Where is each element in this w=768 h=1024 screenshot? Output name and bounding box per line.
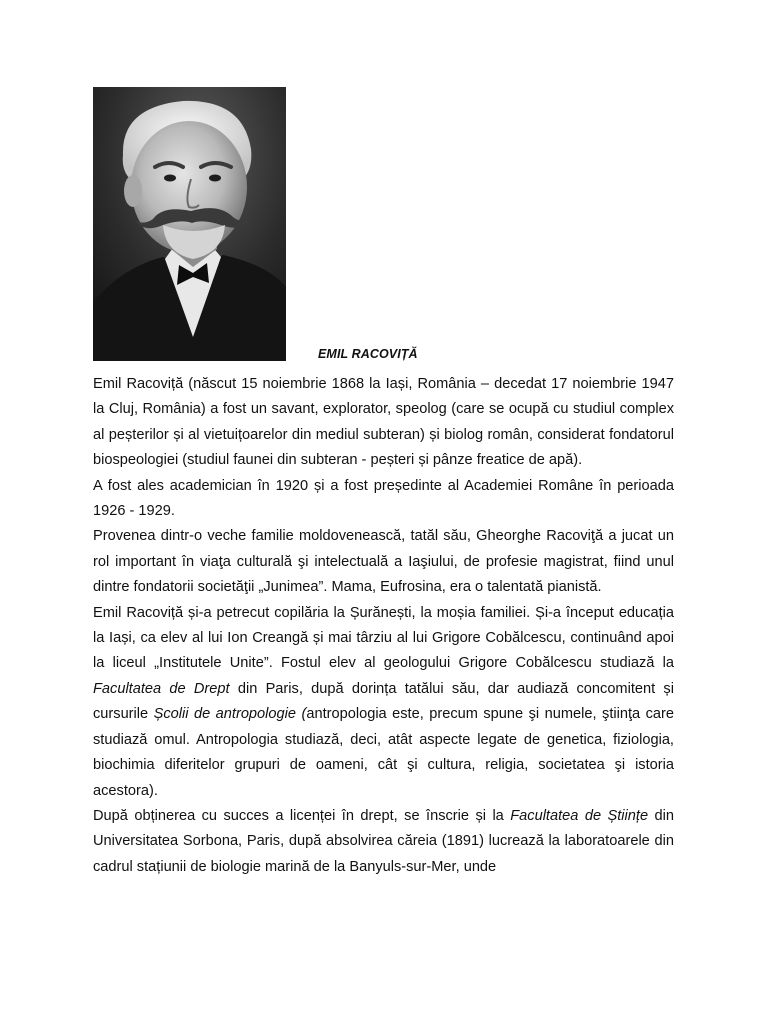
paragraph-4 xyxy=(93,601,674,804)
paragraph-5-text-a: După obținerea cu succes a licenței în drept, se înscrie și la xyxy=(93,807,511,824)
paragraph-5-text-b: din Universitatea Sorbona, Paris, după absolvirea căreia (1891) lucrează la laboratoarele din cadrul stațiunii de biologie marină de la Banyuls-sur-Mer, unde xyxy=(93,807,674,875)
paragraph-4-text-a: Emil Racoviță și-a petrecut copilăria la Șurănești, la moșia familiei. Și-a început educația la Iași, ca elev al lui Ion Creangă și mai târziu al lui Grigore Cobălcescu, continuând apoi la liceul „Institutele Unite”. Fostul elev al geologului Grigore Cobălcescu studiază la xyxy=(93,604,674,672)
paragraph-4-text-c: antropologia este, precum spune şi numele, ştiinţa care studiază omul. Antropologia studiază, deci, atât aspecte legate de genetica, fiziologia, biochimia diferitelor grupuri de oameni, cât şi cultura, religia, societatea şi istoria acestora). xyxy=(93,706,675,799)
paragraph-5 xyxy=(93,804,674,880)
paragraph-2: A fost ales academician în 1920 și a fost președinte al Academiei Române în perioada 1926 - 1929. xyxy=(93,477,674,520)
page-title: EMIL RACOVIȚĂ xyxy=(318,347,418,361)
faculty-of-sciences-term: Facultatea de Științe xyxy=(510,807,649,824)
portrait-photo xyxy=(93,87,286,361)
paragraph-4-text-b: din Paris, după dorința tatălui său, dar audiază concomitent și cursurile xyxy=(93,680,674,723)
anthropology-school-term: Școlii de antropologie ( xyxy=(153,706,307,723)
article-body xyxy=(93,372,674,880)
faculty-of-law-term: Facultatea de Drept xyxy=(93,680,230,697)
paragraph-3: Provenea dintr-o veche familie moldovenească, tatăl său, Gheorghe Racoviţă a jucat un rol important în viaţa culturală şi intelectuală a Iaşiului, de profesie magistrat, fiind unul dintre fondatorii societăţii „Junimea”. Mama, Eufrosina, era o talentată pianistă. xyxy=(93,528,674,596)
paragraph-1: Emil Racoviță (născut 15 noiembrie 1868 la Iași, România – decedat 17 noiembrie 1947 la Cluj, România) a fost un savant, explorator, speolog (care se ocupă cu studiul complex al peșterilor și al vietuițoarelor din mediul subteran) și biolog român, considerat fondatorul biospeologiei (studiul faunei din subteran - peșteri și pânze freatice de apă). xyxy=(93,376,674,469)
